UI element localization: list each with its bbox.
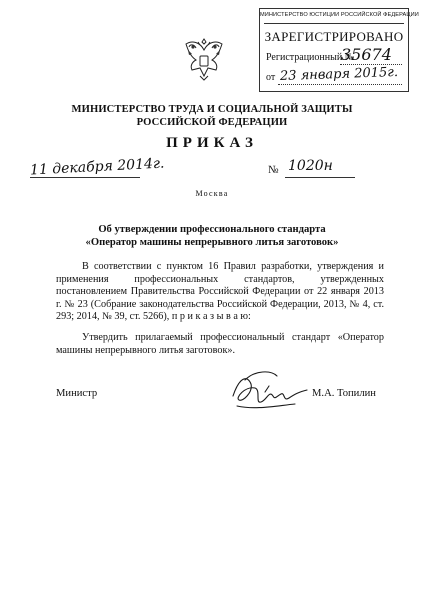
stamp-date-underline bbox=[278, 84, 402, 85]
coat-of-arms-icon bbox=[182, 36, 226, 82]
stamp-date-value: 23 января 2015г. bbox=[279, 64, 399, 85]
signer-role: Министр bbox=[56, 388, 98, 399]
stamp-date-label: от bbox=[266, 72, 276, 83]
ministry-line-1: МИНИСТЕРСТВО ТРУДА И СОЦИАЛЬНОЙ ЗАЩИТЫ bbox=[71, 104, 353, 115]
stamp-reg-label: Регистрационный № bbox=[266, 52, 355, 63]
body-paragraph-2: Утвердить прилагаемый профессиональный стандарт «Оператор машины непрерывного литья заготовок». bbox=[56, 332, 384, 356]
stamp-org: МИНИСТЕРСТВО ЮСТИЦИИ РОССИЙСКОЙ ФЕДЕРАЦИИ bbox=[260, 12, 419, 18]
stamp-divider bbox=[264, 23, 404, 24]
document-title bbox=[0, 223, 424, 249]
order-number: 1020н bbox=[288, 158, 333, 174]
signer-name: М.А. Топилин bbox=[312, 388, 376, 399]
body-paragraph-1: В соответствии с пунктом 16 Правил разработки, утверждения и применения профессиональных стандартов, утвержденных постановлением Правительства Российской Федерации от 22 января 2013 г. № 23 (Собрание законодательства Российской Федерации, 2013, № 4, ст. 293; 2014, № 39, ст. 5266), п р и к а з ы в а ю: bbox=[56, 261, 384, 323]
number-sign: № bbox=[268, 164, 279, 176]
title-line-2: «Оператор машины непрерывного литья заготовок» bbox=[85, 237, 339, 248]
order-date: 11 декабря 2014г. bbox=[29, 155, 165, 179]
ministry-name bbox=[0, 103, 424, 129]
order-number-underline bbox=[285, 177, 355, 178]
handwritten-signature-icon bbox=[225, 366, 311, 420]
stamp-reg-number: 35674 bbox=[341, 45, 392, 64]
stamp-status: ЗАРЕГИСТРИРОВАНО bbox=[264, 29, 404, 44]
order-date-underline bbox=[30, 177, 140, 178]
city: Москва bbox=[195, 189, 229, 198]
registration-stamp bbox=[259, 8, 419, 92]
title-line-1: Об утверждении профессионального стандарта bbox=[98, 224, 326, 235]
document-type: ПРИКАЗ bbox=[166, 135, 258, 151]
ministry-line-2: РОССИЙСКОЙ ФЕДЕРАЦИИ bbox=[136, 117, 288, 128]
